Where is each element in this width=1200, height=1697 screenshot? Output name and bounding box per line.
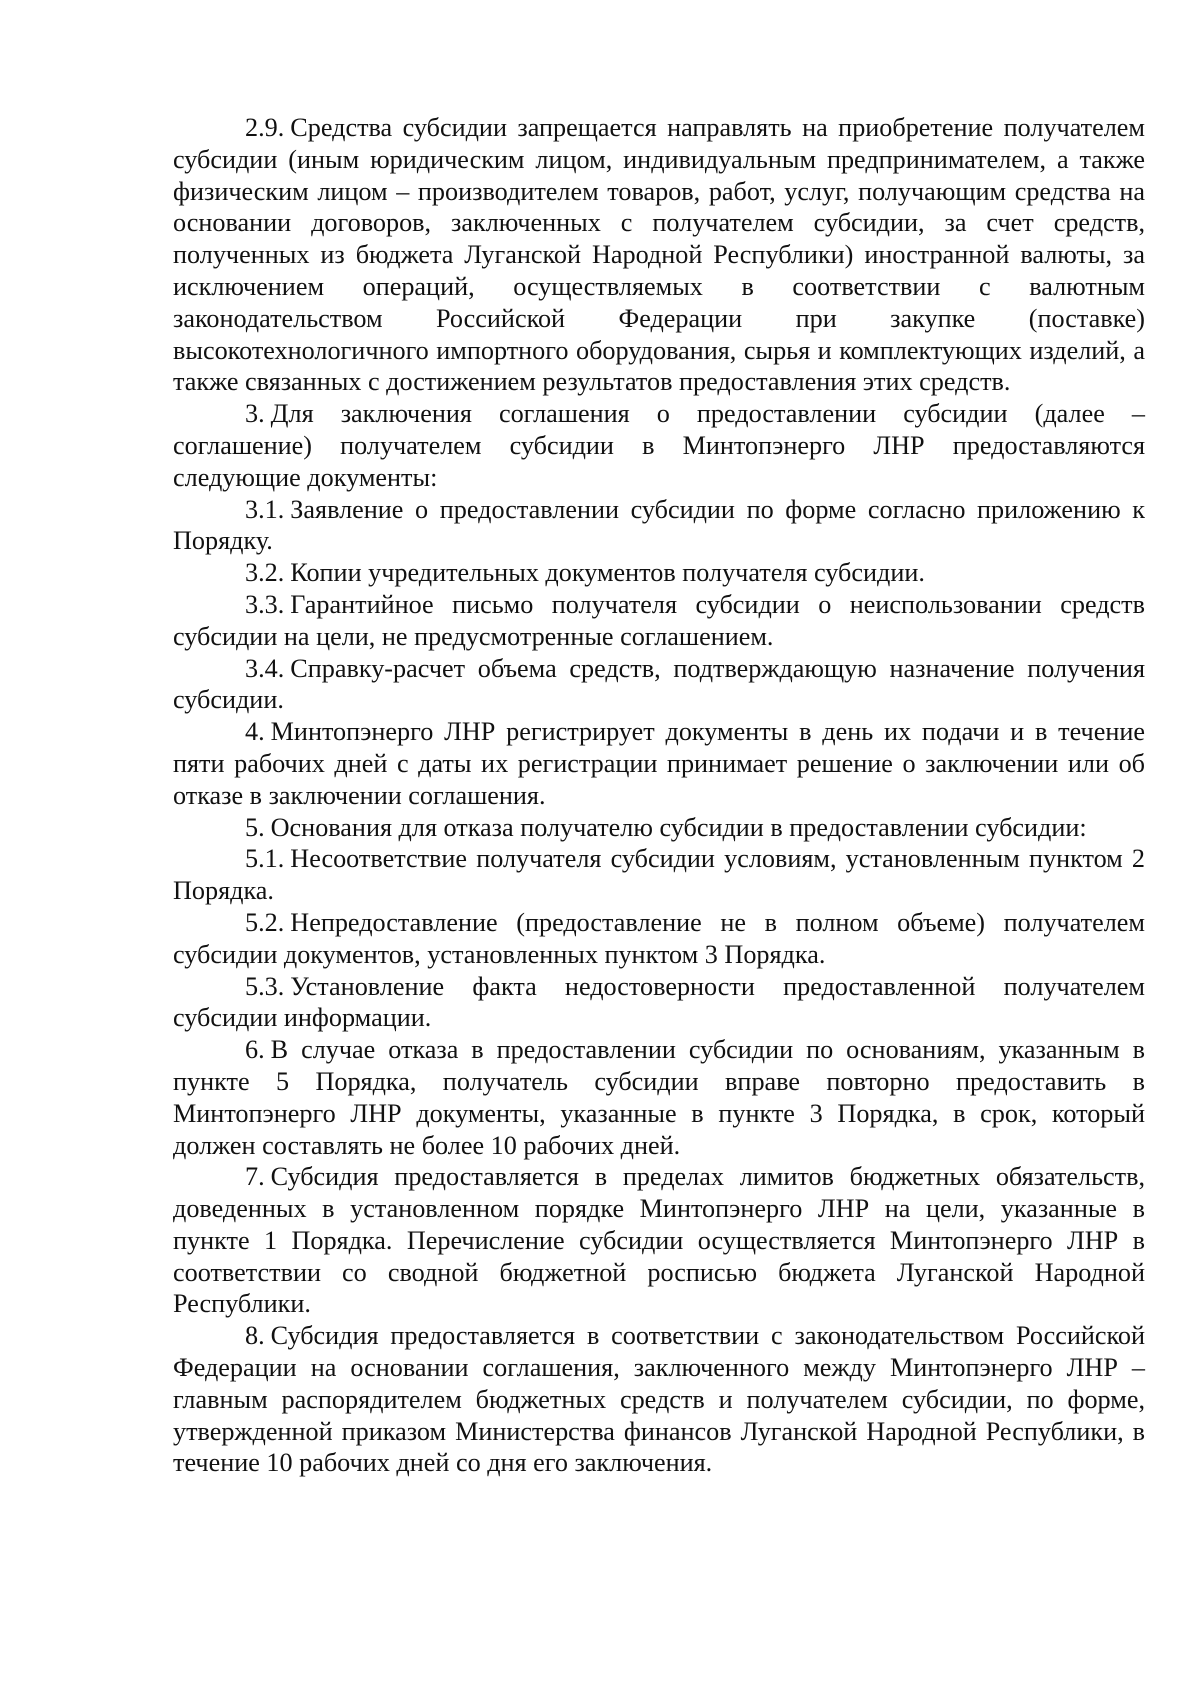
paragraph-text: Субсидия предоставляется в соответствии с законодательством Российской Федерации на основании соглашения, заключенного между Минтопэнерго ЛНР – главным распорядителем бюджетных средств и получателем субсидии, по форме, утвержденной приказом Министерства финансов Луганской Народной Республики, в течение 10 рабочих дней со дня его заключения.: [173, 1321, 1145, 1478]
document-page: [173, 112, 1145, 1479]
paragraph-text: Справку-расчет объема средств, подтверждающую назначение получения субсидии.: [173, 653, 1145, 715]
paragraph-number: 5.2.: [245, 907, 285, 937]
paragraph-number: 5.1.: [245, 844, 285, 874]
paragraph-number: 6.: [245, 1035, 265, 1065]
paragraph-text: Несоответствие получателя субсидии условиям, установленным пунктом 2 Порядка.: [173, 844, 1145, 906]
paragraph-text: Заявление о предоставлении субсидии по форме согласно приложению к Порядку.: [173, 494, 1145, 556]
paragraph-text: Гарантийное письмо получателя субсидии о неиспользовании средств субсидии на цели, не предусмотренные соглашением.: [173, 589, 1145, 651]
paragraph-6: [173, 1034, 1145, 1161]
paragraph-3: [173, 398, 1145, 493]
paragraph-3-1: [173, 494, 1145, 558]
paragraph-number: 3.4.: [245, 653, 285, 683]
paragraph-3-2: [173, 557, 1145, 589]
paragraph-number: 7.: [245, 1162, 265, 1192]
paragraph-number: 5.: [245, 812, 265, 842]
paragraph-number: 3.: [245, 399, 265, 429]
paragraph-2-9: [173, 112, 1145, 398]
paragraph-number: 4.: [245, 717, 265, 747]
paragraph-text: Средства субсидии запрещается направлять на приобретение получателем субсидии (иным юридическим лицом, индивидуальным предпринимателем, а также физическим лицом – производителем товаров, работ, услуг, получающим средства на основании договоров, заключенных с получателем субсидии, за счет средств, полученных из бюджета Луганской Народной Республики) иностранной валюты, за исключением операций, осуществляемых в соответствии с валютным законодательством Российской Федерации при закупке (поставке) высокотехнологичного импортного оборудования, сырья и комплектующих изделий, а также связанных с достижением результатов предоставления этих средств.: [173, 113, 1145, 397]
paragraph-text: Для заключения соглашения о предоставлении субсидии (далее – соглашение) получателем субсидии в Минтопэнерго ЛНР предоставляются следующие документы:: [173, 399, 1145, 492]
paragraph-3-4: [173, 653, 1145, 717]
paragraph-text: Копии учредительных документов получателя субсидии.: [290, 558, 925, 588]
paragraph-4: [173, 716, 1145, 811]
paragraph-text: Субсидия предоставляется в пределах лимитов бюджетных обязательств, доведенных в установленном порядке Минтопэнерго ЛНР на цели, указанные в пункте 1 Порядка. Перечисление субсидии осуществляется Минтопэнерго ЛНР в соответствии со сводной бюджетной росписью бюджета Луганской Народной Республики.: [173, 1162, 1145, 1319]
paragraph-3-3: [173, 589, 1145, 653]
paragraph-text: В случае отказа в предоставлении субсидии по основаниям, указанным в пункте 5 Порядка, получатель субсидии вправе повторно предоставить в Минтопэнерго ЛНР документы, указанные в пункте 3 Порядка, в срок, который должен составлять не более 10 рабочих дней.: [173, 1035, 1145, 1160]
paragraph-text: Основания для отказа получателю субсидии в предоставлении субсидии:: [270, 812, 1087, 842]
paragraph-text: Непредоставление (предоставление не в полном объеме) получателем субсидии документов, установленных пунктом 3 Порядка.: [173, 907, 1145, 969]
paragraph-number: 3.3.: [245, 589, 285, 619]
paragraph-number: 8.: [245, 1321, 265, 1351]
paragraph-5: [173, 812, 1145, 844]
paragraph-number: 3.2.: [245, 558, 285, 588]
paragraph-8: [173, 1320, 1145, 1479]
paragraph-number: 3.1.: [245, 494, 285, 524]
paragraph-text: Установление факта недостоверности предоставленной получателем субсидии информации.: [173, 971, 1145, 1033]
paragraph-text: Минтопэнерго ЛНР регистрирует документы в день их подачи и в течение пяти рабочих дней с даты их регистрации принимает решение о заключении или об отказе в заключении соглашения.: [173, 717, 1145, 810]
paragraph-number: 5.3.: [245, 971, 285, 1001]
paragraph-5-2: [173, 907, 1145, 971]
paragraph-number: 2.9.: [245, 113, 285, 142]
paragraph-5-3: [173, 971, 1145, 1035]
paragraph-5-1: [173, 843, 1145, 907]
paragraph-7: [173, 1161, 1145, 1320]
